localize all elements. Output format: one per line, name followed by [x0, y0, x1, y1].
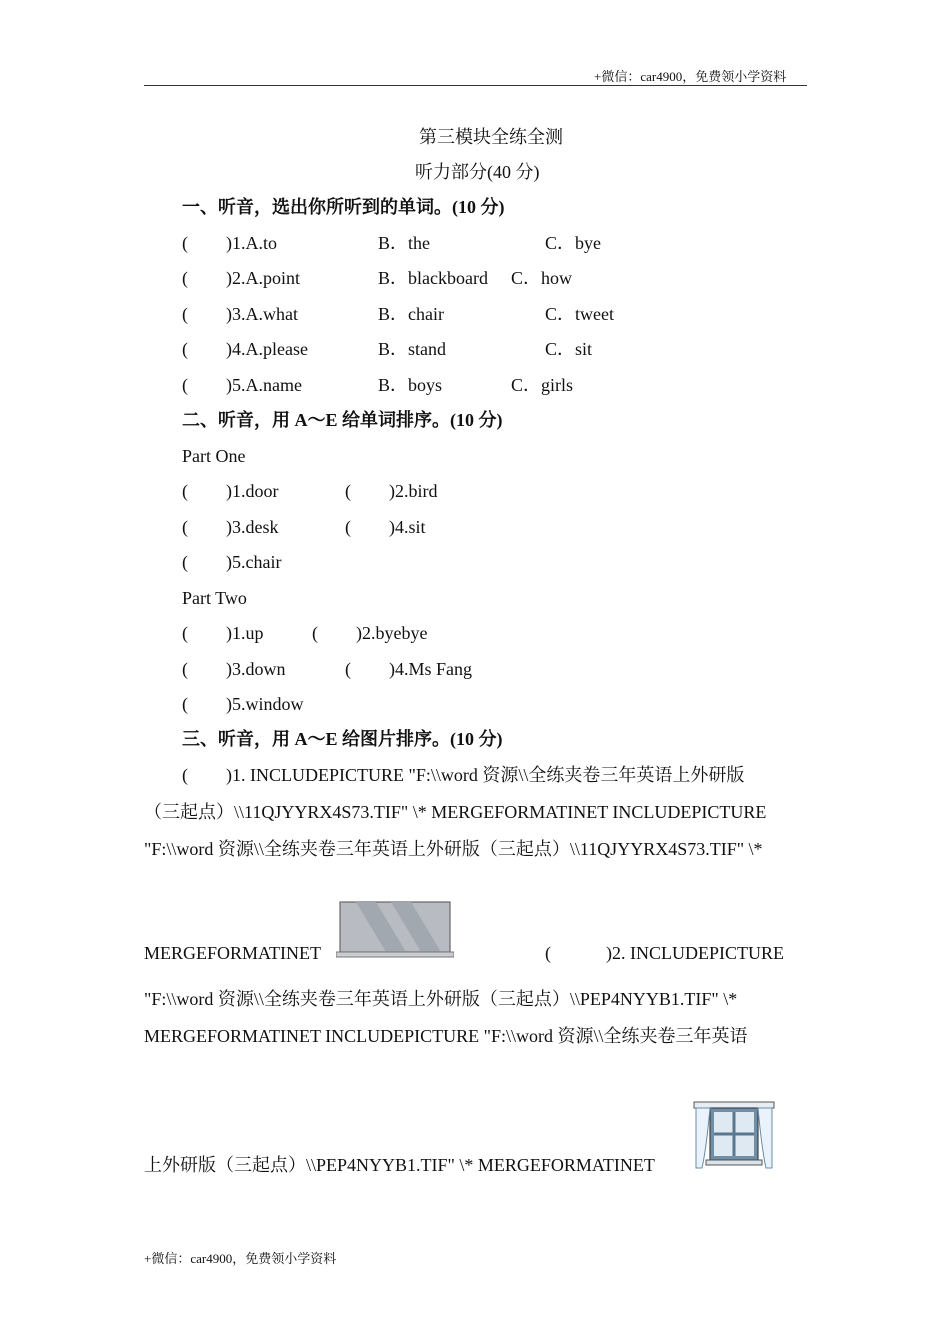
- page-subtitle: 听力部分(40 分): [415, 162, 540, 182]
- p2-item5: ( )5.window: [182, 694, 304, 714]
- s3-line7: 上外研版（三起点）\\PEP4NYYB1.TIF" \* MERGEFORMATINET: [144, 1155, 655, 1175]
- q2-c: C．how: [511, 268, 573, 288]
- p1-item5: ( )5.chair: [182, 552, 282, 572]
- page-header: +微信：car4900，免费领小学资料: [594, 69, 787, 84]
- q5-row: ( )5.A.name: [182, 375, 302, 395]
- q5-b: B．boys: [378, 375, 443, 395]
- window-image: [692, 1100, 776, 1172]
- section3-heading: 三、听音，用 A～E 给图片排序。(10 分): [182, 729, 503, 749]
- q3-row: ( )3.A.what: [182, 304, 298, 324]
- p2-item4: ( )4.Ms Fang: [345, 659, 473, 679]
- q3-c: C．tweet: [545, 304, 614, 324]
- part-one-label: Part One: [182, 446, 246, 466]
- q2-row: ( )2.A.point: [182, 268, 300, 288]
- q4-row: ( )4.A.please: [182, 339, 308, 359]
- q3-a: )3.A.what: [226, 304, 298, 324]
- q1-c: C．bye: [545, 233, 601, 253]
- p1-item4: ( )4.sit: [345, 517, 426, 537]
- section1-heading: 一、听音，选出你所听到的单词。(10 分): [182, 197, 505, 217]
- q2-a: )2.A.point: [226, 268, 300, 288]
- q1-b: B．the: [378, 233, 430, 253]
- header-rule: [144, 85, 807, 86]
- s3-line2: （三起点）\\11QJYYRX4S73.TIF" \* MERGEFORMATINET INCLUDEPICTURE: [144, 802, 767, 822]
- p1-item2: ( )2.bird: [345, 481, 438, 501]
- q1-row: ( )1.A.to: [182, 233, 277, 253]
- s3-line5: "F:\\word 资源\\全练夹卷三年英语上外研版（三起点）\\PEP4NYYB1.TIF" \*: [144, 989, 738, 1009]
- page-footer: +微信：car4900，免费领小学资料: [144, 1251, 337, 1266]
- p1-item3: ( )3.desk: [182, 517, 279, 537]
- q5-c: C．girls: [511, 375, 574, 395]
- s3-line1: ( )1. INCLUDEPICTURE "F:\\word 资源\\全练夹卷三年英语上外研版: [182, 765, 745, 785]
- q4-a: )4.A.please: [226, 339, 308, 359]
- q4-b: B．stand: [378, 339, 447, 359]
- part-two-label: Part Two: [182, 588, 247, 608]
- q2-b: B．blackboard: [378, 268, 488, 288]
- blackboard-image: [336, 900, 454, 958]
- page-title: 第三模块全练全测: [419, 127, 563, 147]
- q5-a: )5.A.name: [226, 375, 302, 395]
- q4-c: C．sit: [545, 339, 593, 359]
- q1-a: )1.A.to: [226, 233, 277, 253]
- q3-b: B．chair: [378, 304, 444, 324]
- s3-line6: MERGEFORMATINET INCLUDEPICTURE "F:\\word 资源\\全练夹卷三年英语: [144, 1026, 748, 1046]
- p2-item3: ( )3.down: [182, 659, 286, 679]
- s3-q2: ( )2. INCLUDEPICTURE: [545, 943, 784, 963]
- p1-item1: ( )1.door: [182, 481, 279, 501]
- p2-item1: ( )1.up: [182, 623, 264, 643]
- s3-line3: "F:\\word 资源\\全练夹卷三年英语上外研版（三起点）\\11QJYYRX4S73.TIF" \*: [144, 839, 763, 859]
- s3-line4: MERGEFORMATINET: [144, 943, 322, 963]
- section2-heading: 二、听音，用 A～E 给单词排序。(10 分): [182, 410, 503, 430]
- p2-item2: ( )2.byebye: [312, 623, 428, 643]
